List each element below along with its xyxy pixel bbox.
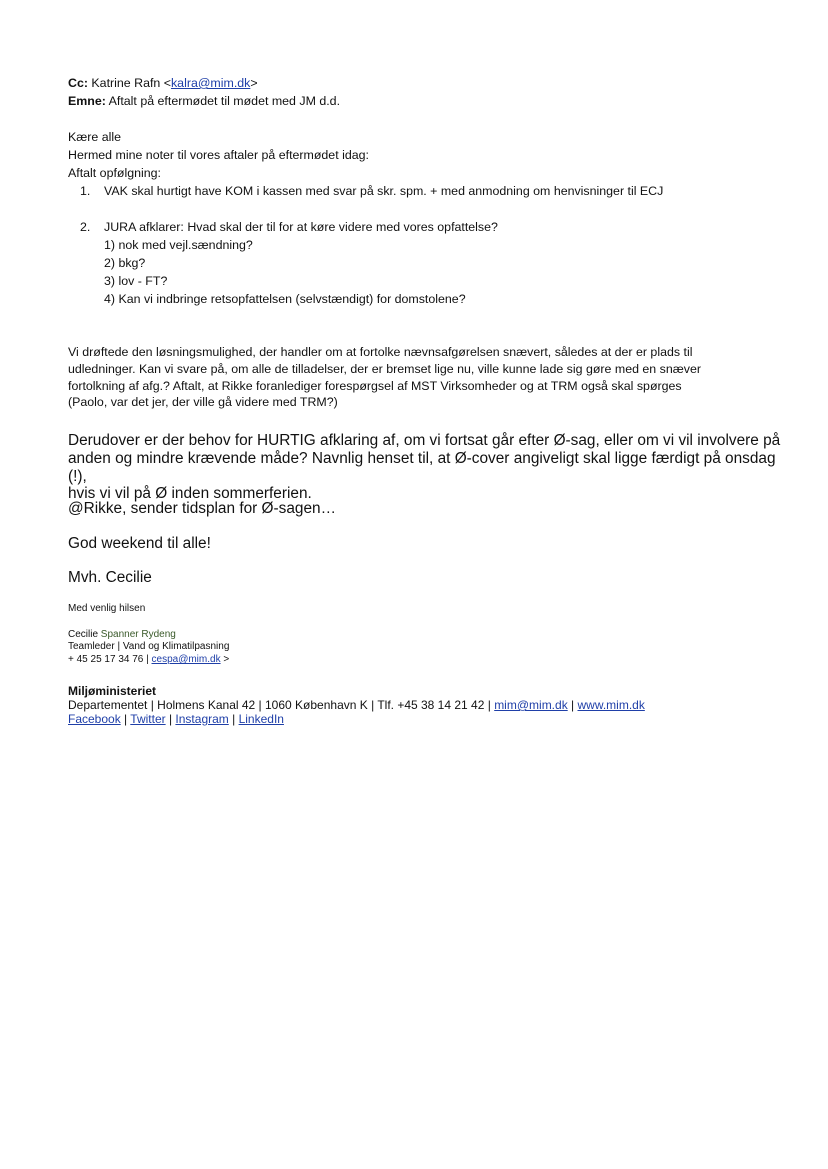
paragraph-line: Vi drøftede den løsningsmulighed, der handler om at fortolke nævnsafgørelsen snævert, således at der er plads til xyxy=(68,345,693,359)
facebook-link[interactable]: Facebook xyxy=(68,712,121,726)
urgent-paragraph xyxy=(68,432,788,503)
sub-item: 3) lov - FT? xyxy=(104,274,168,288)
signature-first-name: Cecilie xyxy=(68,629,99,640)
cc-label: Cc: xyxy=(68,76,88,90)
subject-text: Aftalt på eftermødet til mødet med JM d.d. xyxy=(108,94,341,108)
paragraph-line: Derudover er der behov for HURTIG afklaring af, om vi fortsat går efter Ø-sag, eller om vi vil involvere på xyxy=(68,432,781,449)
signature-last-name: Spanner Rydeng xyxy=(98,629,176,640)
list-item-text: VAK skal hurtigt have KOM i kassen med svar på skr. spm. + med anmodning om henvisninger til ECJ xyxy=(104,184,664,198)
sub-item: 1) nok med vejl.sændning? xyxy=(104,238,253,252)
paragraph-line: udledninger. Kan vi svare på, om alle de tilladelser, der er bremset lige nu, ville kunne lade sig gøre med en snæver xyxy=(68,361,701,376)
linkedin-link[interactable]: LinkedIn xyxy=(238,712,284,726)
organization-name: Miljøministeriet xyxy=(68,684,157,698)
social-links: Facebook | Twitter | Instagram | LinkedIn xyxy=(68,712,284,726)
cc-email-link[interactable]: kalra@mim.dk xyxy=(170,76,251,90)
cc-name: Katrine Rafn < xyxy=(91,76,171,90)
signature-email-close: > xyxy=(220,654,230,665)
sub-item: 2) bkg? xyxy=(104,256,146,270)
list-item-number: 2. xyxy=(80,220,91,234)
instagram-link[interactable]: Instagram xyxy=(175,712,229,726)
signature-name xyxy=(68,629,176,641)
list-item-text: JURA afklarer: Hvad skal der til for at køre videre med vores opfattelse? xyxy=(104,220,498,234)
address-text: Departementet | Holmens Kanal 42 | 1060 København K | Tlf. +45 38 14 21 42 | xyxy=(68,698,495,712)
website-link[interactable]: www.mim.dk xyxy=(577,698,645,712)
signature-contact xyxy=(68,654,229,666)
cc-line xyxy=(68,74,768,92)
discussion-paragraph xyxy=(68,344,768,411)
sub-item: 4) Kan vi indbringe retsopfattelsen (selvstændigt) for domstolene? xyxy=(104,292,466,306)
signoff: Mvh. Cecilie xyxy=(68,569,152,586)
paragraph-line: fortolkning af afg.? Aftalt, at Rikke foranlediger forespørgsel af MST Virksomheder og at TRM også skal spørges xyxy=(68,378,682,393)
followup-label: Aftalt opfølgning: xyxy=(68,166,161,180)
list-item xyxy=(80,218,760,236)
list-item-number: 1. xyxy=(80,184,91,198)
weekend-greeting: God weekend til alle! xyxy=(68,535,211,552)
organization-address xyxy=(68,698,645,712)
list-item xyxy=(80,182,760,200)
intro-text: Hermed mine noter til vores aftaler på eftermødet idag: xyxy=(68,148,369,162)
signature-email-link[interactable]: cespa@mim.dk xyxy=(151,654,221,665)
org-email-link[interactable]: mim@mim.dk xyxy=(494,698,568,712)
subject-label: Emne: xyxy=(68,94,106,108)
signature-title: Teamleder | Vand og Klimatilpasning xyxy=(68,641,230,652)
paragraph-line: anden og mindre krævende måde? Navnlig henset til, at Ø-cover angiveligt skal ligge færdigt på onsdag (!), xyxy=(68,449,776,485)
cc-close: > xyxy=(250,76,258,90)
paragraph-line: (Paolo, var det jer, der ville gå videre med TRM?) xyxy=(68,395,338,410)
greeting: Kære alle xyxy=(68,130,122,144)
subject-line xyxy=(68,92,768,110)
rikke-note: @Rikke, sender tidsplan for Ø-sagen… xyxy=(68,500,336,517)
signature-phone: + 45 25 17 34 76 | xyxy=(68,654,152,665)
twitter-link[interactable]: Twitter xyxy=(130,712,166,726)
paragraph-line: hvis vi vil på Ø inden sommerferien. xyxy=(68,485,312,503)
separator: | xyxy=(567,698,578,712)
closing: Med venlig hilsen xyxy=(68,603,146,614)
